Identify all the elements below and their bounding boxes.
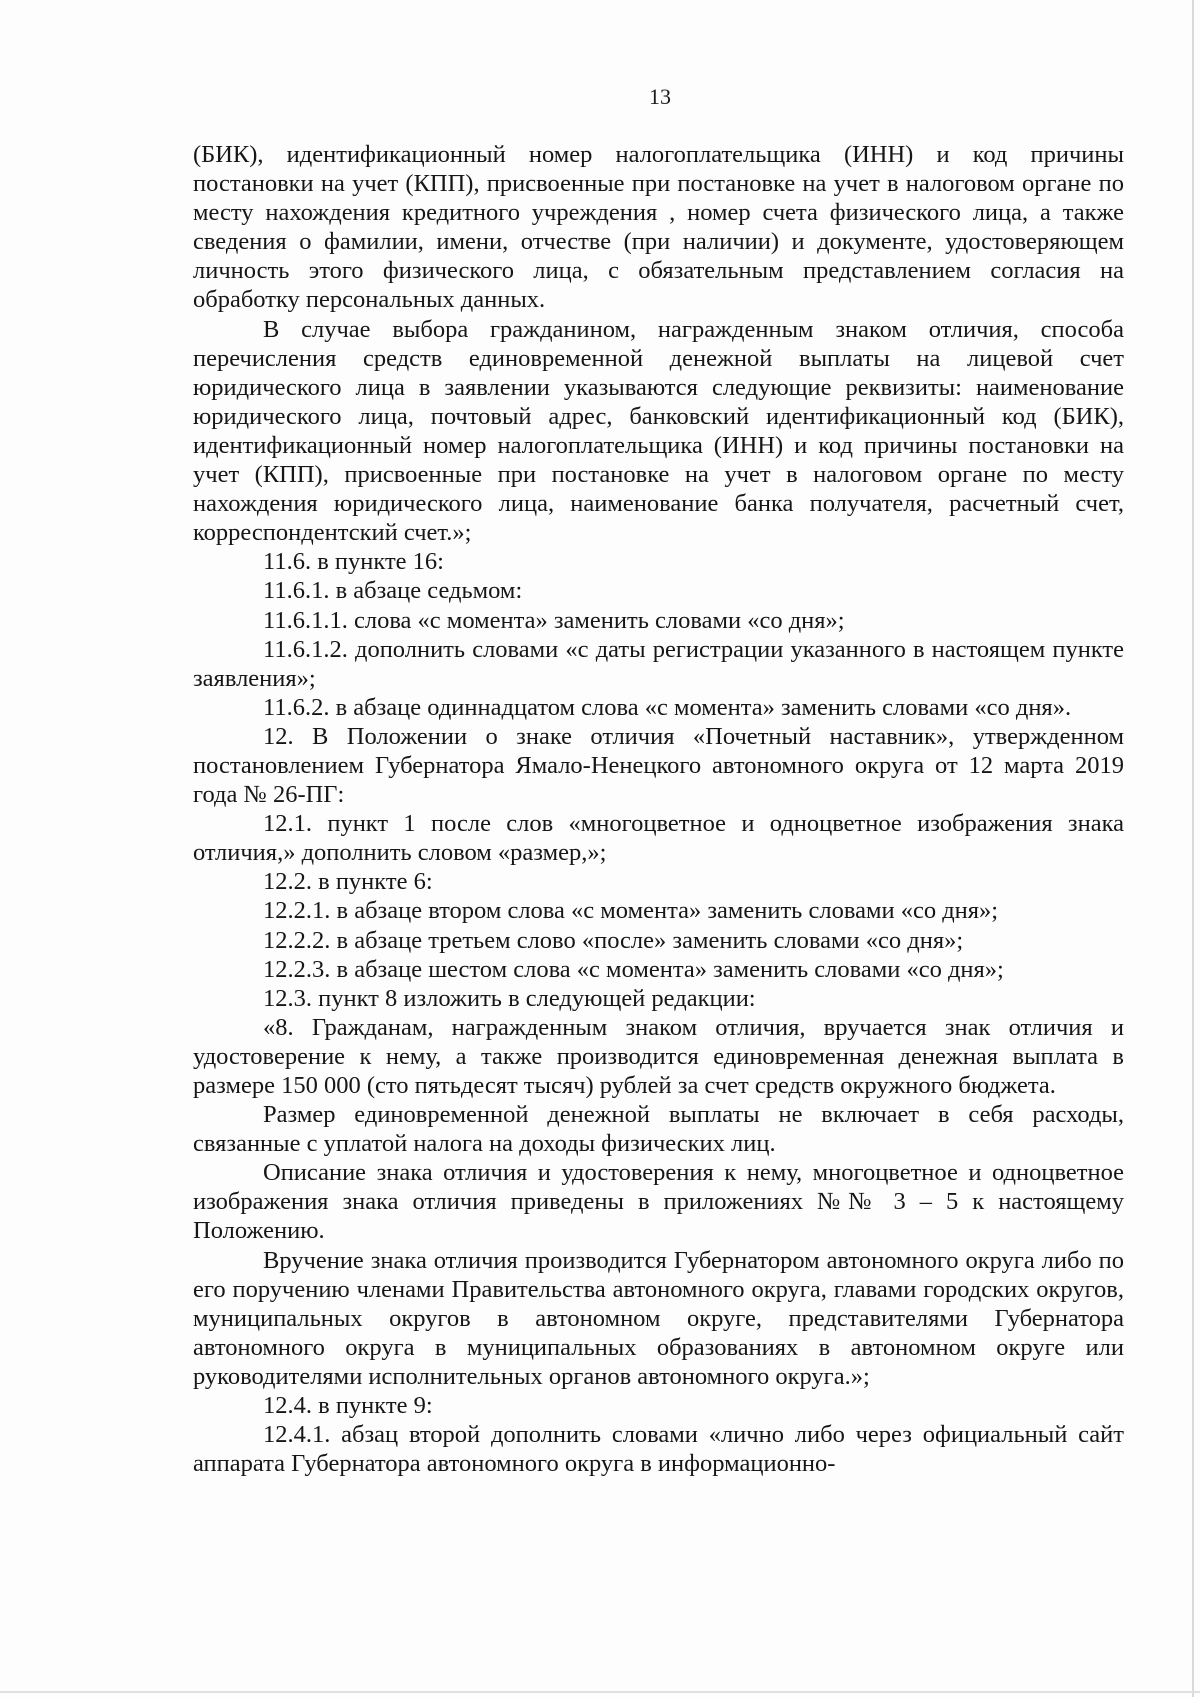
paragraph-12-2-1: 12.2.1. в абзаце втором слова «с момента» заменить словами «со дня»; (263, 897, 999, 925)
paragraph-12-2: 12.2. в пункте 6: (263, 868, 433, 896)
paragraph-legal-entity-details: В случае выбора гражданином, награжденным знаком отличия, способа перечисления средств единовременной денежной выплаты на лицевой счет юридического лица в заявлении указываются следующие реквизиты: наименование юридического лица, почтовый адрес, банковский идентификационный код (БИК), идентификационный номер налогоплательщика (ИНН) и код причины постановки на учет (КПП), присвоенные при постановке на учет в налоговом органе по месту нахождения юридического лица, наименование банка получателя, расчетный счет, корреспондентский счет.»; (193, 315, 1124, 547)
paragraph-11-6: 11.6. в пункте 16: (263, 548, 444, 576)
page-edge-bottom (0, 1691, 1200, 1693)
paragraph-12-2-2: 12.2.2. в абзаце третьем слово «после» заменить словами «со дня»; (263, 926, 964, 954)
paragraph-award-presentation: Вручение знака отличия производится Губернатором автономного округа либо по его поручению членами Правительства автономного округа, главами городских округов, муниципальных округов в автономном округе, представителями Губернатора автономного округа в муниципальных образованиях в автономном округе или руководителями исполнительных органов автономного округа.»; (193, 1246, 1124, 1390)
page-edge-right (1192, 0, 1194, 1697)
paragraph-point-8: «8. Гражданам, награжденным знаком отличия, вручается знак отличия и удостоверение к нему, а также производится единовременная денежная выплата в размере 150 000 (сто пятьдесят тысяч) рублей за счет средств окружного бюджета. (193, 1013, 1124, 1099)
paragraph-continuation: (БИК), идентификационный номер налогоплательщика (ИНН) и код причины постановки на учет (КПП), присвоенные при постановке на учет в налоговом органе по месту нахождения кредитного учреждения , номер счета физического лица, а также сведения о фамилии, имени, отчестве (при наличии) и документе, удостоверяющем личность этого физического лица, с обязательным представлением согласия на обработку персональных данных. (193, 141, 1124, 314)
paragraph-12-3: 12.3. пункт 8 изложить в следующей редакции: (263, 984, 756, 1012)
paragraph-description: Описание знака отличия и удостоверения к нему, многоцветное и одноцветное изображения знака отличия приведены в приложениях №№ 3 – 5 к настоящему Положению. (193, 1159, 1124, 1245)
page-number: 13 (649, 84, 671, 109)
paragraph-12: 12. В Положении о знаке отличия «Почетный наставник», утвержденном постановлением Губернатора Ямало-Ненецкого автономного округа от 12 марта 2019 года № 26-ПГ: (193, 722, 1124, 809)
paragraph-payment-size: Размер единовременной денежной выплаты не включает в себя расходы, связанные с уплатой налога на доходы физических лиц. (193, 1101, 1124, 1158)
paragraph-12-4-1: 12.4.1. абзац второй дополнить словами «лично либо через официальный сайт аппарата Губернатора автономного округа в информационно- (193, 1421, 1124, 1478)
document-body (193, 140, 1124, 1478)
paragraph-11-6-1-2: 11.6.1.2. дополнить словами «с даты регистрации указанного в настоящем пункте заявления»; (193, 635, 1124, 692)
paragraph-11-6-1-1: 11.6.1.1. слова «с момента» заменить словами «со дня»; (263, 606, 845, 634)
paragraph-11-6-2: 11.6.2. в абзаце одиннадцатом слова «с момента» заменить словами «со дня». (263, 693, 1072, 721)
paragraph-12-2-3: 12.2.3. в абзаце шестом слова «с момента» заменить словами «со дня»; (263, 955, 1004, 983)
paragraph-11-6-1: 11.6.1. в абзаце седьмом: (263, 577, 523, 605)
paragraph-12-4: 12.4. в пункте 9: (263, 1392, 433, 1420)
paragraph-12-1: 12.1. пункт 1 после слов «многоцветное и одноцветное изображения знака отличия,» дополнить словом «размер,»; (193, 810, 1124, 867)
